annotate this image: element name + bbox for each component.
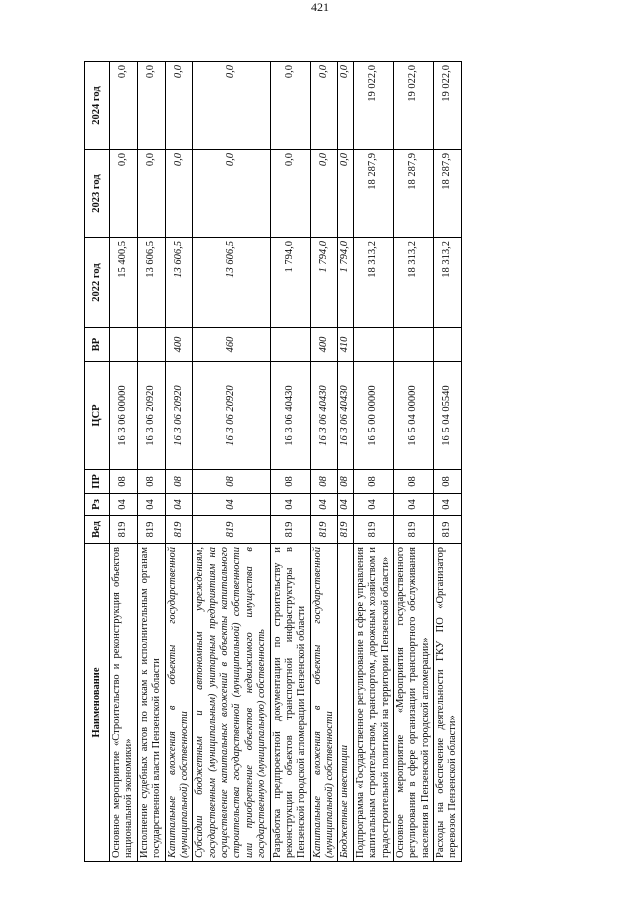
- cell-2023: 0,0: [110, 150, 138, 238]
- table-row: [165, 62, 193, 862]
- table-row: [193, 62, 270, 862]
- cell-csr: 16 5 04 05540: [434, 362, 462, 470]
- cell-2023: 0,0: [193, 150, 270, 238]
- cell-2023: 0,0: [165, 150, 193, 238]
- cell-vr: [353, 328, 393, 362]
- cell-ved: 819: [193, 516, 270, 544]
- cell-2022: 18 313,2: [353, 238, 393, 328]
- cell-csr: 16 3 06 40430: [270, 362, 310, 470]
- cell-name: Исполнение судебных актов по искам к исполнительным органам государственной власти Пензенской области: [137, 544, 165, 862]
- header-csr: ЦСР: [85, 362, 110, 470]
- table-row: [310, 62, 338, 862]
- cell-2022: 15 400,5: [110, 238, 138, 328]
- header-name: Наименование: [85, 544, 110, 862]
- cell-rz: 04: [434, 494, 462, 516]
- cell-2022: 13 606,5: [165, 238, 193, 328]
- cell-rz: 04: [165, 494, 193, 516]
- header-vr: ВР: [85, 328, 110, 362]
- cell-rz: 04: [353, 494, 393, 516]
- header-ved: Вед: [85, 516, 110, 544]
- cell-vr: 460: [193, 328, 270, 362]
- cell-2024: 19 022,0: [434, 62, 462, 150]
- header-2024: 2024 год: [85, 62, 110, 150]
- cell-2024: 0,0: [270, 62, 310, 150]
- table-row: [270, 62, 310, 862]
- page-number: 421: [311, 0, 329, 14]
- cell-ved: 819: [270, 516, 310, 544]
- cell-vr: 410: [338, 328, 353, 362]
- cell-pr: 08: [393, 470, 433, 494]
- table-row: [434, 62, 462, 862]
- cell-2023: 18 287,9: [353, 150, 393, 238]
- cell-ved: 819: [110, 516, 138, 544]
- cell-csr: 16 3 06 20920: [193, 362, 270, 470]
- cell-2022: 1 794,0: [310, 238, 338, 328]
- header-row: [85, 62, 110, 862]
- cell-ved: 819: [310, 516, 338, 544]
- cell-2024: 19 022,0: [353, 62, 393, 150]
- cell-rz: 04: [393, 494, 433, 516]
- cell-csr: 16 3 06 20920: [165, 362, 193, 470]
- rotated-table-container: [84, 62, 558, 862]
- cell-csr: 16 3 06 40430: [310, 362, 338, 470]
- cell-2024: 0,0: [137, 62, 165, 150]
- cell-pr: 08: [137, 470, 165, 494]
- cell-name: Основное мероприятие «Мероприятия государственного регулирования в сфере организации транспортного обслуживания населения в Пензенской городской агломерации»: [393, 544, 433, 862]
- cell-csr: 16 3 06 40430: [338, 362, 353, 470]
- cell-vr: [434, 328, 462, 362]
- header-2022: 2022 год: [85, 238, 110, 328]
- cell-rz: 04: [137, 494, 165, 516]
- cell-pr: 08: [310, 470, 338, 494]
- cell-rz: 04: [310, 494, 338, 516]
- cell-rz: 04: [193, 494, 270, 516]
- cell-name: Капитальные вложения в объекты государственной (муниципальной) собственности: [310, 544, 338, 862]
- cell-ved: 819: [137, 516, 165, 544]
- cell-csr: 16 3 06 00000: [110, 362, 138, 470]
- cell-2023: 0,0: [137, 150, 165, 238]
- cell-name: Расходы на обеспечение деятельности ГКУ ПО «Организатор перевозок Пензенской области»: [434, 544, 462, 862]
- cell-2022: 1 794,0: [338, 238, 353, 328]
- cell-2023: 18 287,9: [434, 150, 462, 238]
- cell-2024: 0,0: [110, 62, 138, 150]
- cell-ved: 819: [165, 516, 193, 544]
- cell-name: Основное мероприятие «Строительство и реконструкция объектов национальной экономики»: [110, 544, 138, 862]
- cell-vr: [137, 328, 165, 362]
- cell-vr: 400: [310, 328, 338, 362]
- cell-pr: 08: [270, 470, 310, 494]
- cell-2023: 0,0: [270, 150, 310, 238]
- cell-rz: 04: [110, 494, 138, 516]
- cell-2024: 0,0: [338, 62, 353, 150]
- cell-csr: 16 5 04 00000: [393, 362, 433, 470]
- cell-vr: [270, 328, 310, 362]
- rotated-page-region: [84, 62, 558, 862]
- cell-pr: 08: [353, 470, 393, 494]
- table-row: [110, 62, 138, 862]
- cell-vr: 400: [165, 328, 193, 362]
- cell-name: Субсидии бюджетным и автономным учреждениям, государственным (муниципальным) унитарным предприятиям на осуществление капитальных вложений в объекты капитального строительства государственной (муниципальной) собственности или приобретение объектов недвижимого имущества в государственную (муниципальную) собственность: [193, 544, 270, 862]
- cell-vr: [393, 328, 433, 362]
- cell-ved: 819: [353, 516, 393, 544]
- table-row: [393, 62, 433, 862]
- cell-rz: 04: [270, 494, 310, 516]
- cell-pr: 08: [338, 470, 353, 494]
- cell-ved: 819: [338, 516, 353, 544]
- cell-csr: 16 5 00 00000: [353, 362, 393, 470]
- header-pr: ПР: [85, 470, 110, 494]
- cell-rz: 04: [338, 494, 353, 516]
- cell-name: Бюджетные инвестиции: [338, 544, 353, 862]
- cell-2024: 0,0: [193, 62, 270, 150]
- cell-2023: 18 287,9: [393, 150, 433, 238]
- cell-2024: 19 022,0: [393, 62, 433, 150]
- cell-pr: 08: [110, 470, 138, 494]
- cell-2022: 13 606,5: [193, 238, 270, 328]
- cell-2022: 18 313,2: [393, 238, 433, 328]
- cell-2022: 1 794,0: [270, 238, 310, 328]
- cell-pr: 08: [165, 470, 193, 494]
- cell-vr: [110, 328, 138, 362]
- budget-table: [84, 61, 462, 862]
- cell-2024: 0,0: [165, 62, 193, 150]
- cell-pr: 08: [193, 470, 270, 494]
- cell-2024: 0,0: [310, 62, 338, 150]
- cell-name: Подпрограмма «Государственное регулирование в сфере управления капитальным строительством, транспортом, дорожным хозяйством и градостроительной политикой на территории Пензенской области»: [353, 544, 393, 862]
- header-rz: Рз: [85, 494, 110, 516]
- cell-name: Капитальные вложения в объекты государственной (муниципальной) собственности: [165, 544, 193, 862]
- table-row: [338, 62, 353, 862]
- table-row: [353, 62, 393, 862]
- cell-pr: 08: [434, 470, 462, 494]
- cell-name: Разработка предпроектной документации по строительству и реконструкции объектов транспортной инфраструктуры в Пензенской городской агломерации Пензенской области: [270, 544, 310, 862]
- cell-2023: 0,0: [338, 150, 353, 238]
- cell-2022: 18 313,2: [434, 238, 462, 328]
- table-row: [137, 62, 165, 862]
- cell-2023: 0,0: [310, 150, 338, 238]
- cell-ved: 819: [434, 516, 462, 544]
- header-2023: 2023 год: [85, 150, 110, 238]
- cell-2022: 13 606,5: [137, 238, 165, 328]
- cell-ved: 819: [393, 516, 433, 544]
- cell-csr: 16 3 06 20920: [137, 362, 165, 470]
